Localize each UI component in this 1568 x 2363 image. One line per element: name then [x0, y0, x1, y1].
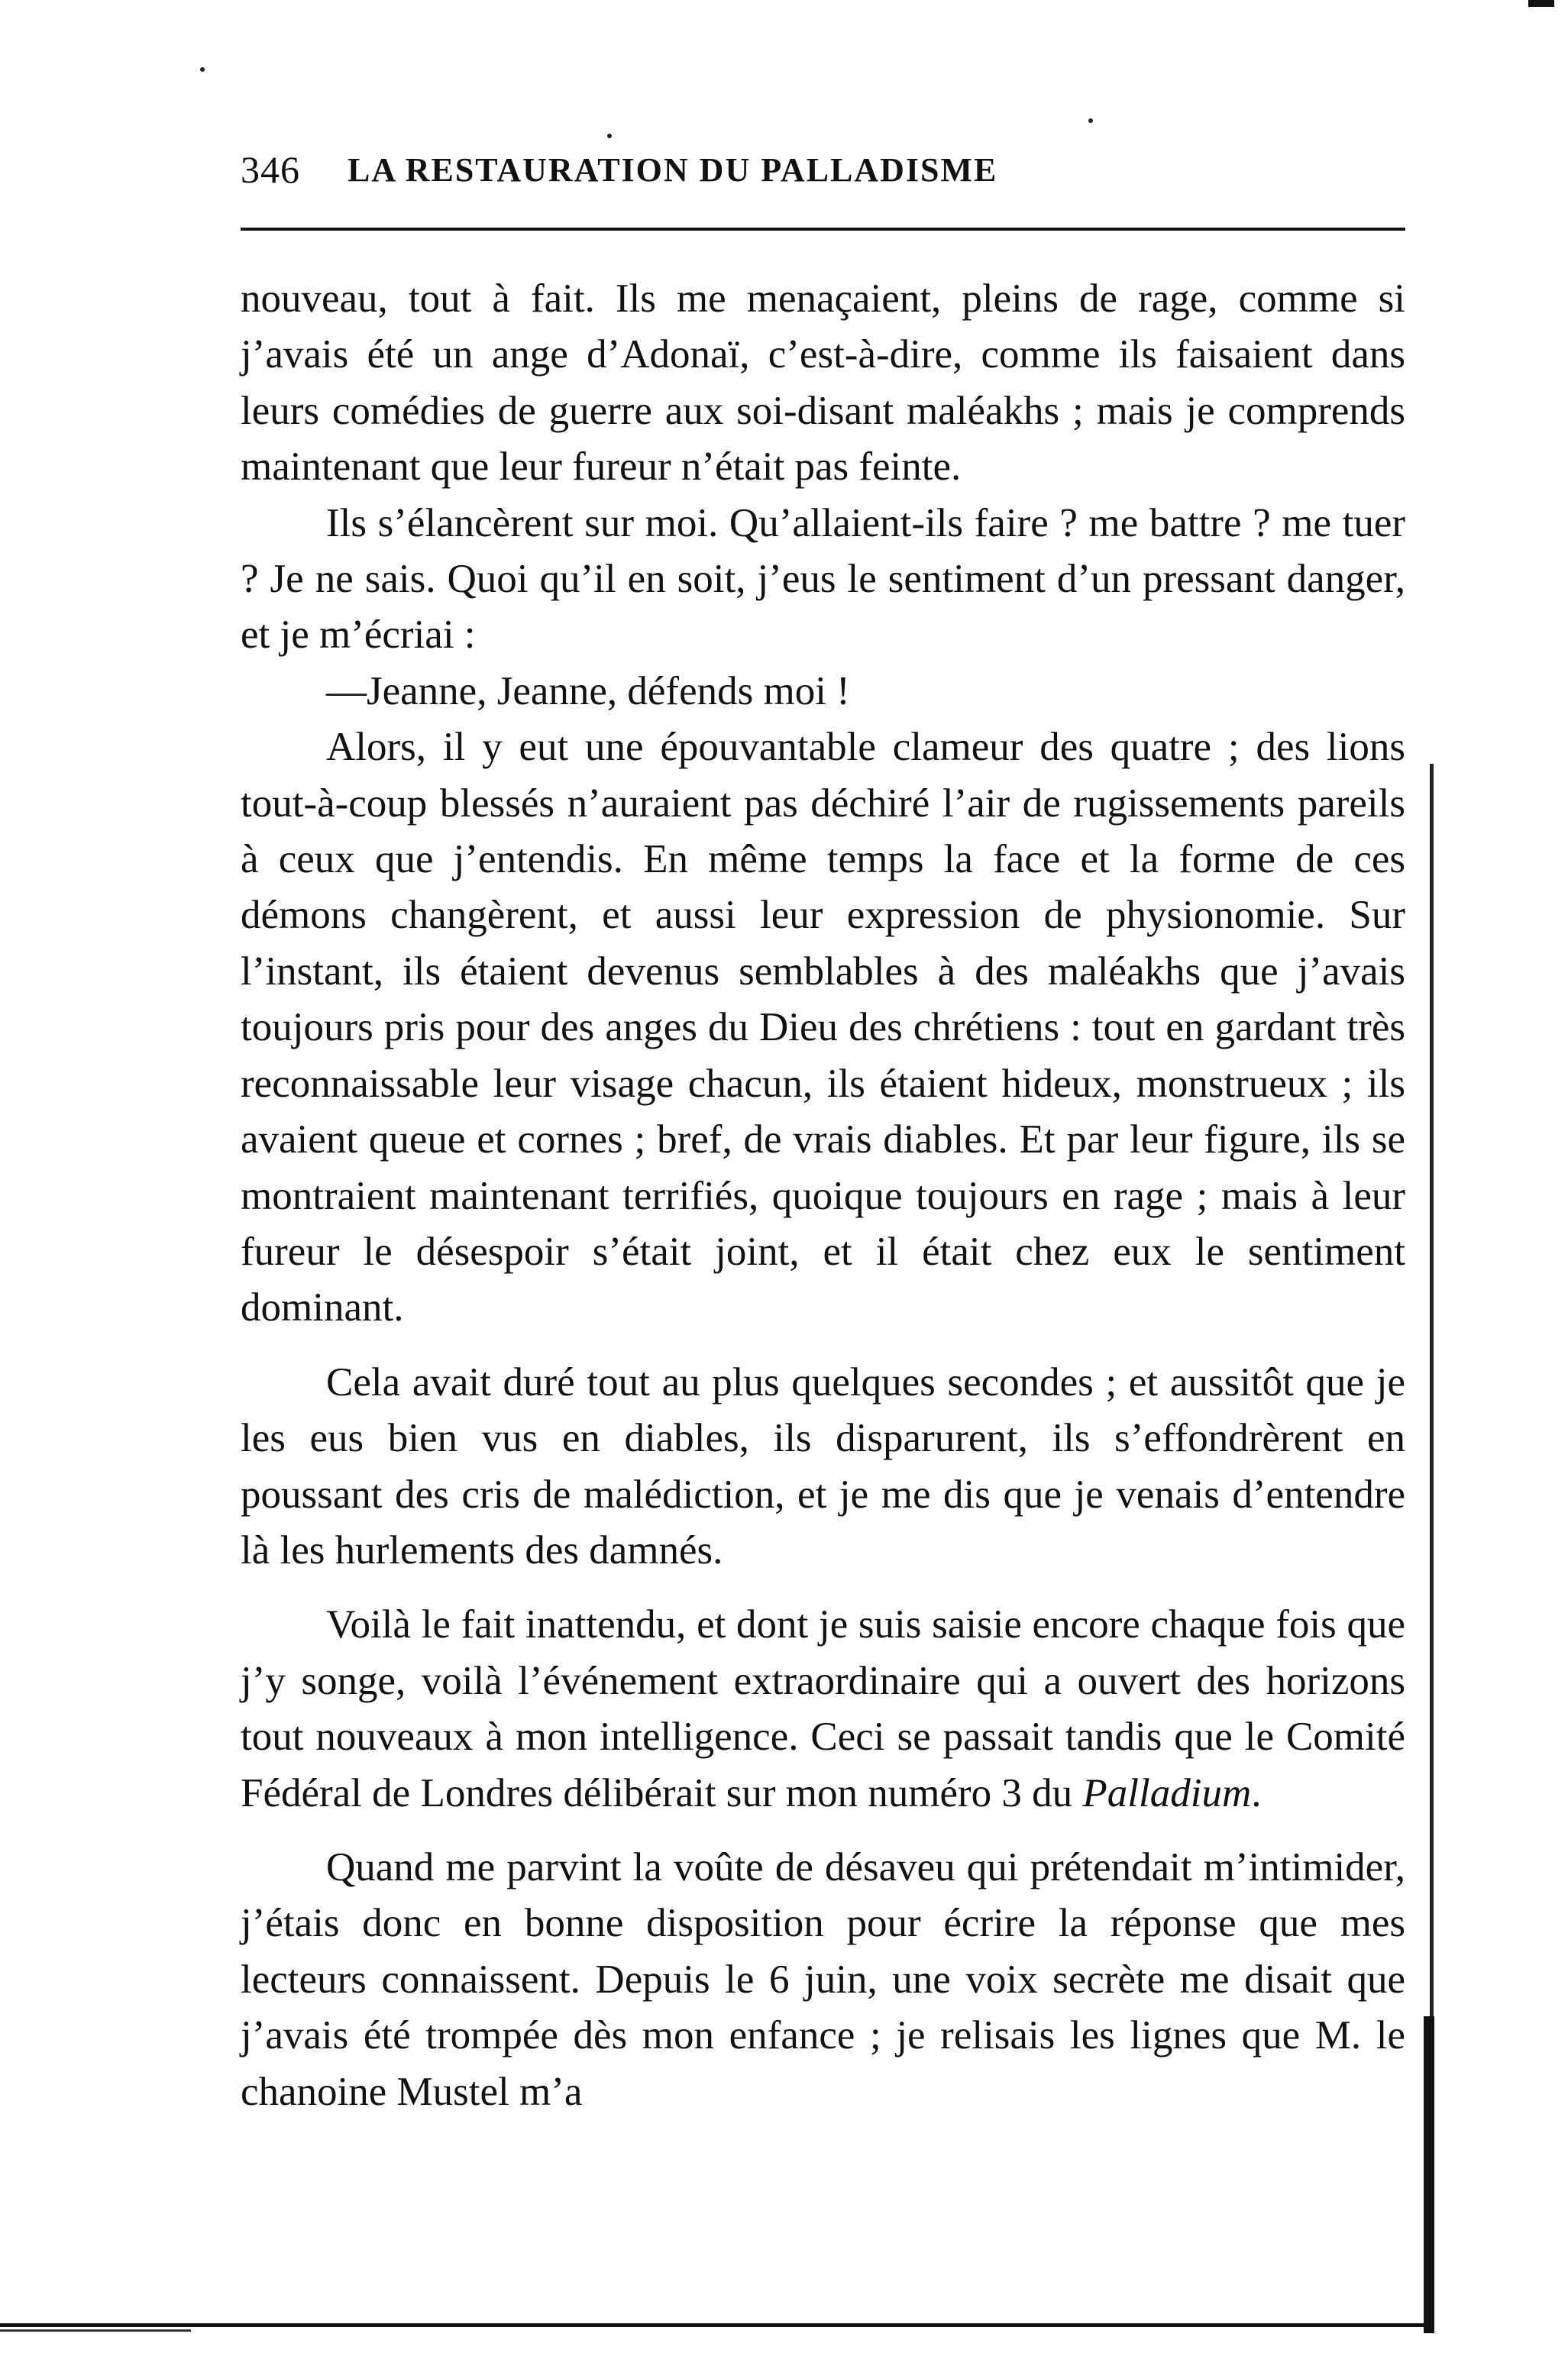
- paragraph-2: Ils s’élancèrent sur moi. Qu’allaient-ils faire ? me battre ? me tuer ? Je ne sais. Quoi qu’il en soit, j’eus le sentiment d’un pressant danger, et je m’écriai :: [241, 500, 1405, 658]
- page-body: [241, 271, 1405, 2120]
- scan-speck: [607, 134, 612, 138]
- scan-bottom-edge: [0, 2323, 1434, 2327]
- paragraph-6-period: .: [1251, 1770, 1262, 1815]
- scan-speck: [200, 67, 205, 72]
- scan-speck: [1088, 118, 1093, 123]
- running-title: LA RESTAURATION DU PALLADISME: [348, 151, 998, 189]
- paragraph-1: nouveau, tout à fait. Ils me menaçaient, pleins de rage, comme si j’avais été un ange d’Adonaï, c’est-à-dire, comme ils faisaient dans leurs comédies de guerre aux soi-disant maléakhs ; mais je comprends maintenant que leur fureur n’était pas feinte.: [241, 276, 1405, 490]
- scan-bottom-edge-left: [0, 2329, 191, 2332]
- paragraph-5: Cela avait duré tout au plus quelques secondes ; et aussitôt que je les eus bien vus en diables, ils disparurent, ils s’effondrèrent en poussant des cris de malédiction, et je me dis que je venais d’entendre là les hurlements des damnés.: [241, 1359, 1405, 1573]
- paragraph-6-text: Voilà le fait inattendu, et dont je suis saisie encore chaque fois que j’y songe, voilà l’événement extraordinaire qui a ouvert des horizons tout nouveaux à mon intelligence. Ceci se passait tandis que le Comité Fédéral de Londres délibérait sur mon numéro 3 du: [241, 1602, 1405, 1815]
- scan-corner-mark: [1528, 0, 1554, 7]
- page-number: 346: [241, 148, 300, 191]
- header-rule: [241, 228, 1405, 231]
- palladium-title: Palladium: [1082, 1770, 1252, 1815]
- paragraph-4: Alors, il y eut une épouvantable clameur des quatre ; des lions tout-à-coup blessés n’auraient pas déchiré l’air de rugissements pareils à ceux que j’entendis. En même temps la face et la forme de ces démons changèrent, et aussi leur expression de physionomie. Sur l’instant, ils étaient devenus semblables à des maléakhs que j’avais toujours pris pour des anges du Dieu des chrétiens : tout en gardant très reconnaissable leur visage chacun, ils étaient hideux, monstrueux ; ils avaient queue et cornes ; bref, de vrais diables. Et par leur figure, ils se montraient maintenant terrifiés, quoique toujours en rage ; mais à leur fureur le désespoir s’était joint, et il était chez eux le sentiment dominant.: [241, 725, 1405, 1330]
- paragraph-7: Quand me parvint la voûte de désaveu qui prétendait m’intimider, j’étais donc en bonne disposition pour écrire la réponse que mes lecteurs connaissent. Depuis le 6 juin, une voix secrète me disait que j’avais été trompée dès mon enfance ; je relisais les lignes que M. le chanoine Mustel m’a: [241, 1844, 1405, 2114]
- paragraph-3-exclamation: —Jeanne, Jeanne, défends moi !: [326, 668, 850, 713]
- page-header: [241, 144, 1405, 205]
- scan-edge-shadow: [1424, 2016, 1434, 2333]
- paragraph-6: [241, 1597, 1405, 1822]
